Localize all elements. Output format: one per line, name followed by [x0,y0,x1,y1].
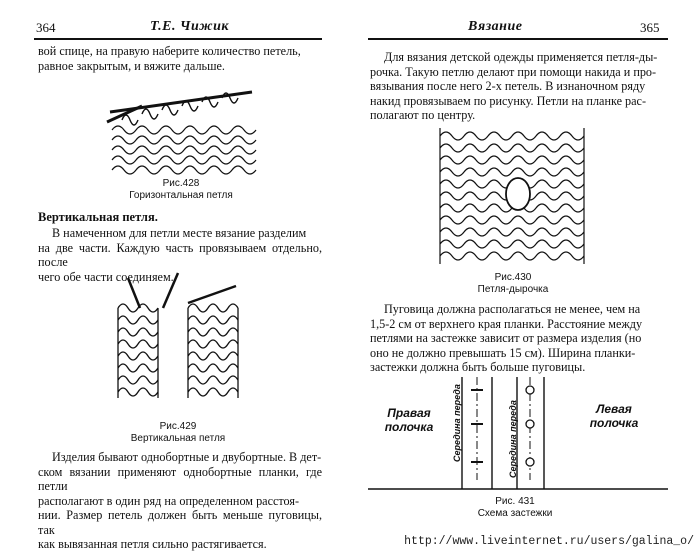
fig428-caption [96,178,266,202]
left-page-number: 364 [36,20,56,35]
fig428-title: Горизонтальная петля [129,190,233,201]
text-line: ском вязании применяют однобортные планки, где петли [38,464,322,493]
text-line: накид провязываем по рисунку. Петли на планке рас- [370,93,647,108]
right-front-label-line2: полочка [384,420,434,434]
fig428-illustration [102,74,262,174]
button-placement-text [370,302,670,375]
fig430-number: Рис.430 [494,272,532,283]
right-page [350,0,700,552]
fig429-title: Вертикальная петля [130,433,226,444]
text-line: вязывания после него 2-х петель. В изнаночном ряду [370,79,646,93]
text-line: 1,5-2 см от верхнего края планки. Расстояние между [370,316,643,331]
left-header-title: Т.Е. Чижик [150,19,229,34]
right-page-number: 365 [640,20,660,35]
left-intro-text [38,44,322,73]
right-header-rule [368,38,668,40]
left-front-label-line1: Левая [596,402,632,416]
right-header-title: Вязание [468,19,523,34]
right-front-label [374,406,444,434]
left-front-label-line2: полочка [589,416,639,430]
right-intro-text [370,50,670,123]
fig431-caption [430,496,600,520]
text-line: Пуговица должна располагаться не менее, чем на [384,302,641,316]
fig428-number: Рис.428 [162,178,200,189]
left-header-rule [34,38,322,40]
text-line: петлями на застежке зависит от размера изделия (но [370,331,642,345]
text-line: располагают в один ряд на определенном расстоя- [38,493,300,508]
text-line: Изделия бывают однобортные и двубортные. В дет- [52,450,322,464]
fig430-title: Петля-дырочка [477,284,549,295]
fig429-caption [90,421,266,445]
fastening-diagram [368,372,668,492]
center-front-label-left: Середина переда [452,384,462,462]
text-line: оно не должно превышать 15 см). Ширина планки- [370,345,636,360]
section-heading: Вертикальная петля. [38,210,158,224]
fig431-number: Рис. 431 [495,496,535,507]
fig430-illustration [438,128,588,268]
left-front-label [574,402,654,430]
text-line: рочка. Такую петлю делают при помощи накида и про- [370,64,657,79]
right-front-label-line1: Правая [387,406,431,420]
text-line: как вывязанная петля сильно растягивается. [38,537,267,551]
text-line: вой спице, на правую наберите количество петель, [38,44,301,58]
fig429-number: Рис.429 [159,421,197,432]
fig430-caption [428,272,598,296]
single-breasted-text [38,450,322,552]
text-line: Для вязания детской одежды применяется петля-ды- [384,50,658,64]
text-line: полагают по центру. [370,108,476,122]
center-front-label-right: Середина переда [508,400,518,478]
text-line: на две части. Каждую часть провязываем отдельно, после [38,240,322,269]
source-watermark: http://www.liveinternet.ru/users/galina_o/ [404,535,694,548]
text-line: застежки должна быть больше пуговицы. [370,360,586,374]
text-line: В намеченном для петли месте вязание разделим [52,226,307,240]
fig431-title: Схема застежки [477,508,553,519]
text-line: нии. Размер петель должен быть меньше пуговицы, так [38,508,322,537]
text-line: чего обе части соединяем. [38,269,174,284]
fig429-illustration [108,268,248,403]
text-line: равное закрытым, и вяжите дальше. [38,58,225,73]
